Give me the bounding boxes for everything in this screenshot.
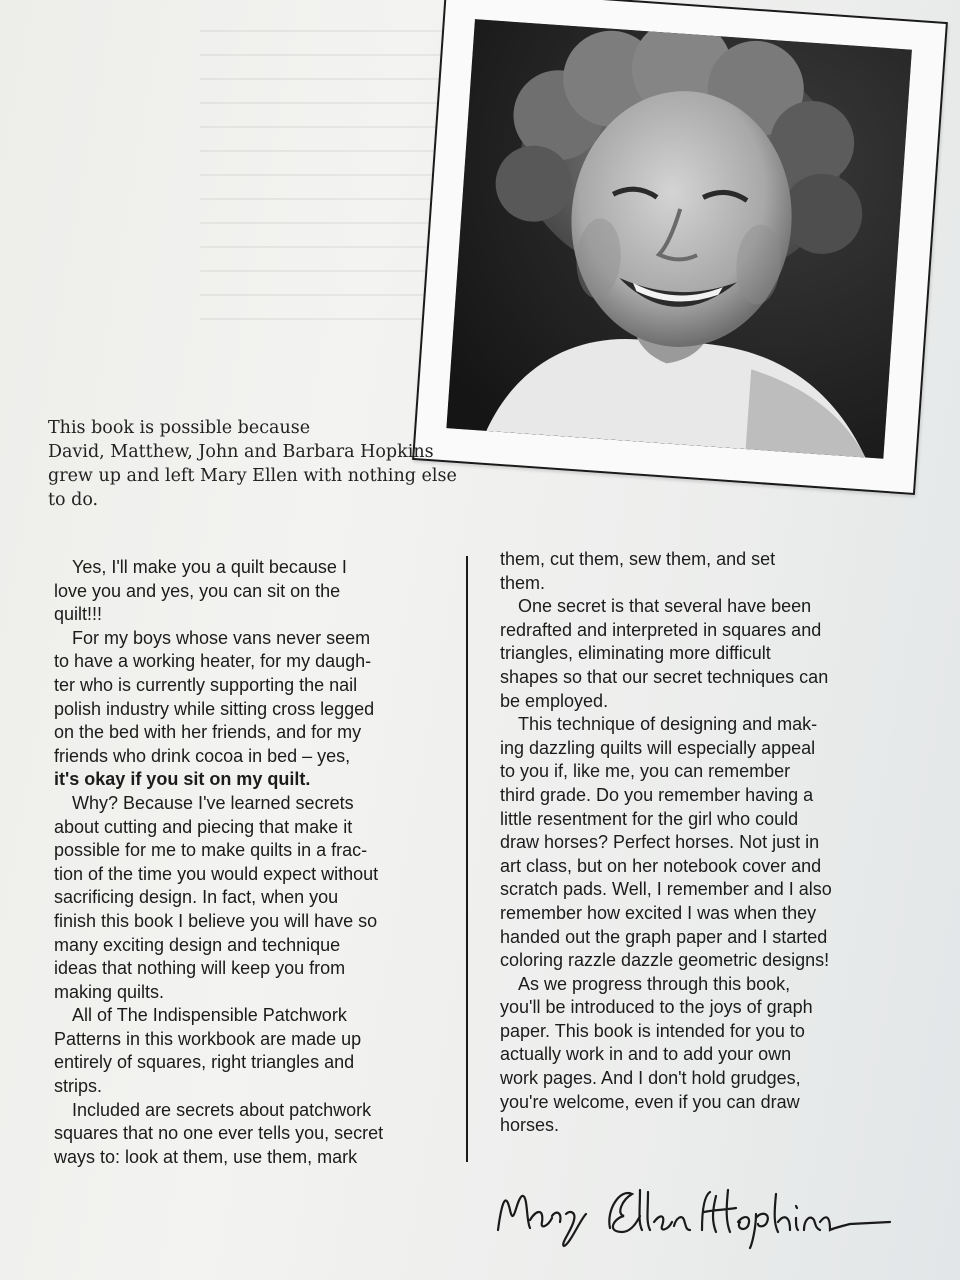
body-line: Included are secrets about patchwork — [72, 1099, 372, 1120]
body-line: ideas that nothing will keep you from — [54, 958, 346, 979]
body-line: many exciting design and technique — [54, 934, 341, 955]
dedication-line: David, Matthew, John and Barbara Hopkins — [48, 442, 434, 462]
body-line: you're welcome, even if you can draw — [500, 1091, 800, 1112]
body-line: them. — [500, 572, 546, 593]
body-line: remember how excited I was when they — [500, 902, 817, 923]
body-line: coloring razzle dazzle geometric designs! — [500, 950, 830, 971]
body-line: on the bed with her friends, and for my — [54, 722, 362, 743]
body-line: to have a working heater, for my daugh- — [54, 651, 372, 672]
body-line: As we progress through this book, — [518, 973, 791, 994]
body-line: third grade. Do you remember having a — [500, 784, 814, 805]
right-column — [500, 548, 920, 1138]
emphasis-line: it's okay if you sit on my quilt. — [54, 769, 311, 790]
dedication-line: grew up and left Mary Ellen with nothing else — [48, 466, 457, 486]
body-line: sacrificing design. In fact, when you — [54, 887, 339, 908]
author-photo-frame — [412, 0, 948, 495]
body-line: draw horses? Perfect horses. Not just in — [500, 832, 820, 853]
body-line: friends who drink cocoa in bed – yes, — [54, 745, 351, 766]
bleed-through-text — [40, 30, 460, 410]
body-line: art class, but on her notebook cover and — [500, 855, 822, 876]
body-line: Yes, I'll make you a quilt because I — [72, 557, 347, 577]
body-line: shapes so that our secret techniques can — [500, 666, 829, 687]
dedication-line: This book is possible because — [48, 418, 311, 438]
portrait-illustration — [446, 19, 912, 459]
body-line: actually work in and to add your own — [500, 1044, 792, 1065]
body-line: quilt!!! — [54, 604, 103, 625]
body-line: This technique of designing and mak- — [518, 714, 818, 735]
body-line: ing dazzling quilts will especially appeal — [500, 737, 816, 758]
body-line: ter who is currently supporting the nail — [54, 674, 358, 695]
body-line: One secret is that several have been — [518, 596, 812, 617]
left-column — [54, 556, 454, 1169]
body-line: triangles, eliminating more difficult — [500, 643, 771, 664]
dedication-line: to do. — [48, 490, 99, 510]
body-line: be employed. — [500, 690, 609, 711]
author-signature — [490, 1170, 900, 1250]
body-line: you'll be introduced to the joys of graph — [500, 997, 813, 1018]
body-line: polish industry while sitting cross legged — [54, 698, 375, 719]
body-line: For my boys whose vans never seem — [72, 627, 371, 648]
column-divider — [466, 556, 468, 1162]
body-line: redrafted and interpreted in squares and — [500, 619, 822, 640]
body-line: ways to: look at them, use them, mark — [54, 1146, 358, 1167]
body-line: strips. — [54, 1076, 103, 1097]
body-line: making quilts. — [54, 981, 165, 1002]
body-line: scratch pads. Well, I remember and I also — [500, 879, 832, 900]
body-line: possible for me to make quilts in a frac- — [54, 840, 368, 861]
body-line: horses. — [500, 1115, 560, 1136]
body-line: squares that no one ever tells you, secret — [54, 1123, 384, 1144]
body-line: paper. This book is intended for you to — [500, 1020, 805, 1041]
body-line: handed out the graph paper and I started — [500, 926, 828, 947]
body-line: Patterns in this workbook are made up — [54, 1028, 362, 1049]
body-line: them, cut them, sew them, and set — [500, 549, 776, 569]
body-line: Why? Because I've learned secrets — [72, 792, 354, 813]
body-line: to you if, like me, you can remember — [500, 761, 791, 782]
body-line: work pages. And I don't hold grudges, — [500, 1068, 801, 1089]
body-line: finish this book I believe you will have so — [54, 910, 378, 931]
body-line: little resentment for the girl who could — [500, 808, 799, 829]
dedication — [48, 416, 468, 512]
body-line: about cutting and piecing that make it — [54, 816, 353, 837]
body-line: love you and yes, you can sit on the — [54, 580, 341, 601]
author-photo — [446, 19, 912, 459]
body-line: tion of the time you would expect without — [54, 863, 379, 884]
body-line: entirely of squares, right triangles and — [54, 1052, 355, 1073]
body-line: All of The Indispensible Patchwork — [72, 1005, 347, 1026]
